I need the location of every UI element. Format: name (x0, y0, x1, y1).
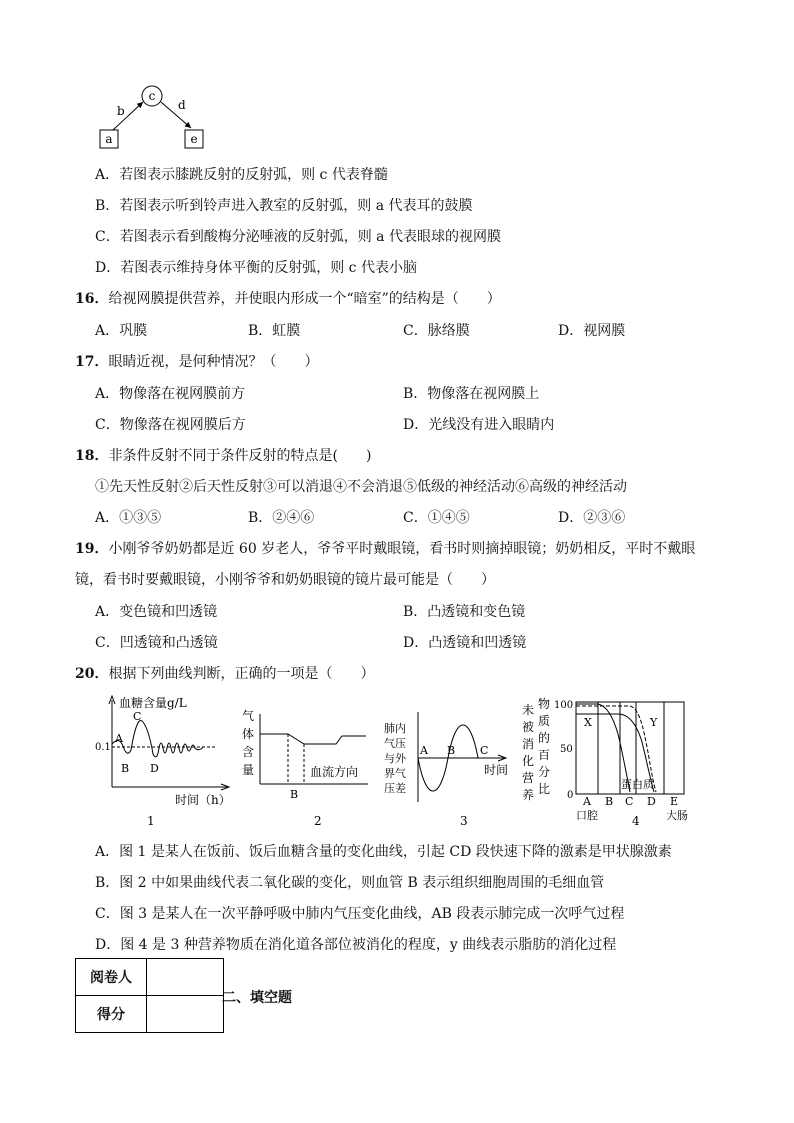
section-title: 二、填空题 (222, 990, 292, 1006)
q19-stem (75, 540, 695, 558)
q16-option-d: D．视网膜 (558, 323, 626, 339)
q16-stem (75, 290, 501, 308)
fig3-point-b: B (447, 744, 456, 757)
fig4-ylabel-col1-6: 养 (522, 788, 535, 802)
fig4-ylabel-col1-1: 未 (522, 703, 535, 717)
q18-text: 非条件反射不同于条件反射的特点是( ) (108, 448, 372, 464)
fig1-point-b: B (121, 762, 130, 775)
q18-option-b: B．②④⑥ (248, 510, 315, 526)
fig4-seg-d: D (647, 795, 656, 808)
q18-option-a: A．①③⑤ (95, 510, 162, 526)
q19-number: 19． (75, 541, 109, 557)
q15-option-b: B．若图表示听到铃声进入教室的反射弧，则 a 代表耳的鼓膜 (95, 198, 473, 214)
fig4-ylabel-col1-5: 营 (522, 771, 535, 785)
q18-items: ①先天性反射②后天性反射③可以消退④不会消退⑤低级的神经活动⑥高级的神经活动 (95, 479, 627, 495)
q15-option-d: D．若图表示维持身体平衡的反射弧，则 c 代表小脑 (95, 260, 417, 276)
q19-option-d: D．凸透镜和凹透镜 (403, 635, 527, 651)
q17-option-d: D．光线没有进入眼睛内 (403, 417, 555, 433)
fig2-ylabel-2: 体 (242, 727, 255, 741)
q18-number: 18． (75, 448, 109, 464)
q20-option-a: A．图 1 是某人在饭前、饭后血糖含量的变化曲线，引起 CD 段快速下降的激素是甲状腺激素 (95, 844, 672, 860)
q16-option-c: C．脉络膜 (403, 323, 470, 339)
fig3-ylabel-5: 压差 (384, 782, 406, 795)
fig1-curve (112, 721, 203, 757)
q17-text: 眼睛近视，是何种情况？（ ） (108, 354, 319, 370)
fig1-point-d: D (150, 762, 159, 775)
fig4-tick-0: 0 (567, 790, 574, 801)
node-e-label: e (190, 132, 198, 146)
fig4-seg-e: E (670, 795, 679, 808)
q17-option-c: C．物像落在视网膜后方 (95, 417, 246, 433)
q18-stem (75, 447, 371, 465)
score-label: 得分 (76, 996, 147, 1033)
node-c-label: c (148, 89, 156, 103)
fig1-xlabel: 时间（h） (175, 793, 231, 807)
fig3-ylabel-3: 与外 (384, 752, 406, 765)
fig4-label-protein: 蛋白质 (621, 778, 654, 791)
fig2-caption: 2 (314, 814, 322, 828)
q20-option-d: D．图 4 是 3 种营养物质在消化道各部位被消化的程度，y 曲线表示脂肪的消化过程 (95, 937, 617, 953)
q17-stem (75, 353, 318, 371)
arrow-d (161, 102, 191, 128)
fig4-tick-100: 100 (554, 700, 574, 711)
q15-option-c: C．若图表示看到酸梅分泌唾液的反射弧，则 a 代表眼球的视网膜 (95, 229, 501, 245)
reflex-arc-diagram (95, 82, 215, 154)
fig4-ylabel-col2-6: 比 (538, 782, 551, 796)
fig4-label-y: Y (650, 716, 658, 729)
q17-option-b: B．物像落在视网膜上 (403, 386, 540, 402)
fig1-caption: 1 (147, 814, 155, 828)
fig4-ylabel-col2-4: 百 (538, 748, 551, 762)
q19-text-line2: 镜，看书时要戴眼镜，小刚爷爷和奶奶眼镜的镜片最可能是（ ） (75, 572, 495, 588)
figure-1-blood-sugar (95, 692, 235, 832)
fig2-ylabel-1: 气 (242, 709, 255, 723)
figure-2-gas-content (238, 692, 378, 832)
fig4-tick-50: 50 (560, 744, 573, 755)
fig3-point-a: A (420, 744, 428, 757)
fig3-caption: 3 (460, 814, 468, 828)
fig4-ylabel-col1-3: 消 (522, 737, 535, 751)
fig4-ylabel-col1-4: 化 (522, 754, 535, 768)
fig3-ylabel-4: 界气 (384, 767, 406, 780)
fig4-caption: 4 (632, 814, 640, 828)
score-field[interactable] (147, 996, 224, 1033)
q16-option-a: A．巩膜 (95, 323, 148, 339)
q17-number: 17． (75, 354, 109, 370)
q19-option-a: A．变色镜和凹透镜 (95, 604, 218, 620)
q19-option-b: B．凸透镜和变色镜 (403, 604, 526, 620)
score-box (75, 958, 224, 1033)
fig1-ylabel: 血糖含量g/L (119, 696, 187, 710)
figure-4-digestion (518, 692, 698, 832)
fig3-point-c: C (480, 744, 489, 757)
fig2-ylabel-3: 含 (242, 745, 255, 759)
fig4-label-x: X (584, 716, 592, 729)
figure-3-lung-pressure (382, 692, 517, 832)
q19-text-line1: 小刚爷爷奶奶都是近 60 岁老人，爷爷平时戴眼镜，看书时则摘掉眼镜；奶奶相反，平时不戴眼 (108, 541, 696, 557)
label-b: b (117, 104, 125, 118)
fig3-xlabel: 时间 (484, 763, 509, 777)
fig2-ylabel-4: 量 (242, 763, 255, 777)
q20-option-b: B．图 2 中如果曲线代表二氧化碳的变化，则血管 B 表示组织细胞周围的毛细血管 (95, 875, 605, 891)
q18-option-c: C．①④⑤ (403, 510, 470, 526)
fig4-mouth: 口腔 (576, 809, 598, 822)
fig4-ylabel-col1-2: 被 (522, 720, 535, 734)
fig4-seg-c: C (625, 795, 634, 808)
fig1-tick: 0.1 (95, 742, 111, 753)
q16-text: 给视网膜提供营养，并使眼内形成一个“暗室”的结构是（ ） (108, 291, 501, 307)
q16-number: 16． (75, 291, 109, 307)
q20-stem (75, 665, 374, 683)
fig1-point-a: A (115, 732, 123, 745)
fig4-ylabel-col2-5: 分 (538, 765, 551, 779)
label-d: d (178, 98, 186, 112)
fig2-curve (260, 734, 366, 744)
fig3-ylabel-2: 气压 (384, 737, 406, 750)
fig3-ylabel-1: 肺内 (384, 722, 406, 735)
q18-option-d: D．②③⑥ (558, 510, 626, 526)
fig2-point-b: B (290, 788, 299, 801)
q15-option-a: A．若图表示膝跳反射的反射弧，则 c 代表脊髓 (95, 167, 388, 183)
fig2-xlabel: 血流方向 (310, 765, 359, 779)
q20-text: 根据下列曲线判断，正确的一项是（ ） (108, 666, 375, 682)
fig4-ylabel-col2-1: 物 (538, 697, 551, 711)
q17-option-a: A．物像落在视网膜前方 (95, 386, 246, 402)
fig4-ylabel-col2-2: 质 (538, 714, 551, 728)
q19-option-c: C．凹透镜和凸透镜 (95, 635, 218, 651)
q16-option-b: B．虹膜 (248, 323, 301, 339)
fig4-seg-b: B (605, 795, 614, 808)
fig4-large-intestine: 大肠 (666, 809, 688, 822)
q20-option-c: C．图 3 是某人在一次平静呼吸中肺内气压变化曲线，AB 段表示肺完成一次呼气过程 (95, 906, 625, 922)
fig4-ylabel-col2-3: 的 (538, 731, 551, 745)
fig1-point-c: C (133, 710, 142, 723)
q20-number: 20． (75, 666, 109, 682)
reviewer-field[interactable] (147, 959, 224, 996)
fig4-seg-a: A (583, 795, 591, 808)
reviewer-label: 阅卷人 (76, 959, 147, 996)
node-a-label: a (105, 132, 113, 146)
